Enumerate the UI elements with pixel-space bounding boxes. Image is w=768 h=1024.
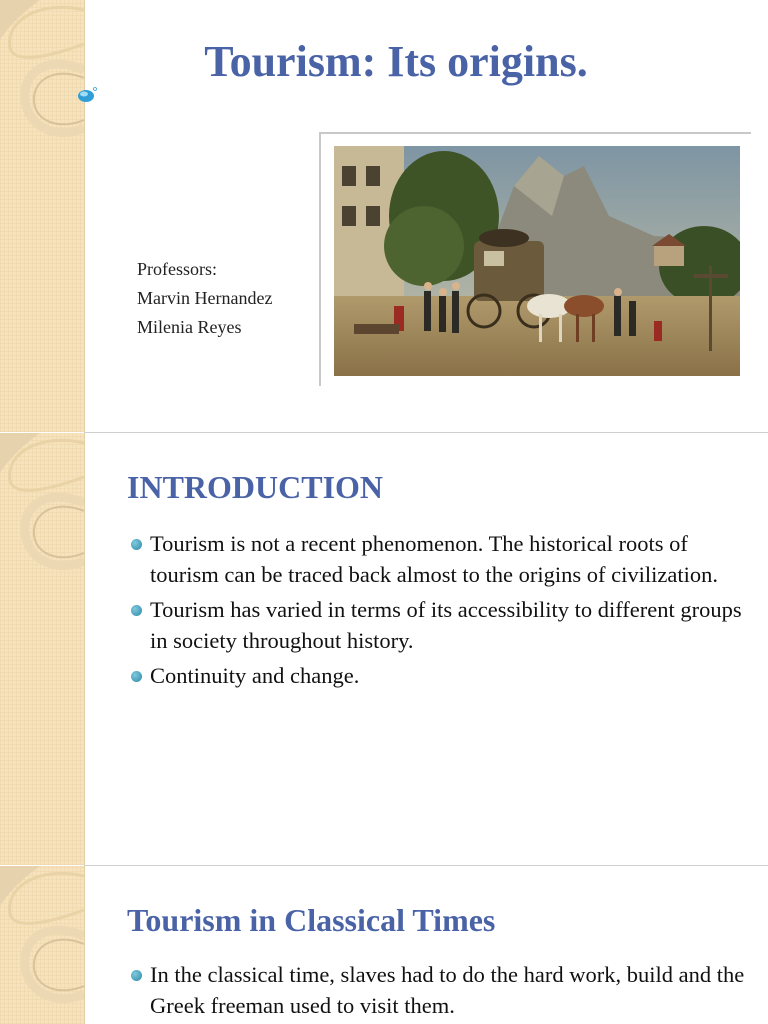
decorative-strip (0, 433, 85, 865)
blue-orb-icon (77, 87, 97, 103)
bullet-text: Continuity and change. (150, 663, 360, 688)
swirl-ornament-icon (0, 0, 84, 432)
slide-heading: Tourism in Classical Times (127, 902, 496, 938)
professors-label: Professors: (137, 259, 217, 279)
bullet-text: Tourism is not a recent phenomenon. The historical roots of tourism can be traced back almost to the origins of civilization. (150, 531, 718, 587)
swirl-ornament-icon (0, 866, 84, 1024)
professor-name: Marvin Hernandez (137, 288, 273, 308)
title-slide (0, 0, 768, 432)
introduction-slide (0, 433, 768, 865)
bullet-list (131, 960, 750, 1024)
classical-times-slide (0, 866, 768, 1024)
slide-heading: INTRODUCTION (127, 469, 384, 505)
decorative-strip (0, 0, 85, 432)
bullet-icon (131, 605, 142, 616)
slide-title: Tourism: Its origins. (204, 37, 588, 86)
list-item (131, 595, 750, 656)
swirl-ornament-icon (0, 433, 84, 865)
decorative-strip (0, 866, 85, 1024)
stagecoach-painting-image (334, 146, 740, 376)
bullet-icon (131, 539, 142, 550)
professor-name: Milenia Reyes (137, 317, 242, 337)
bullet-text: In the classical time, slaves had to do the hard work, build and the Greek freeman used to visit them. (150, 962, 745, 1018)
professors-block (137, 255, 272, 342)
bullet-list (131, 529, 750, 697)
list-item (131, 661, 750, 692)
bullet-text: Tourism has varied in terms of its accessibility to different groups in society throughout history. (150, 597, 742, 653)
list-item (131, 529, 750, 590)
list-item (131, 960, 750, 1021)
bullet-icon (131, 970, 142, 981)
bullet-icon (131, 671, 142, 682)
